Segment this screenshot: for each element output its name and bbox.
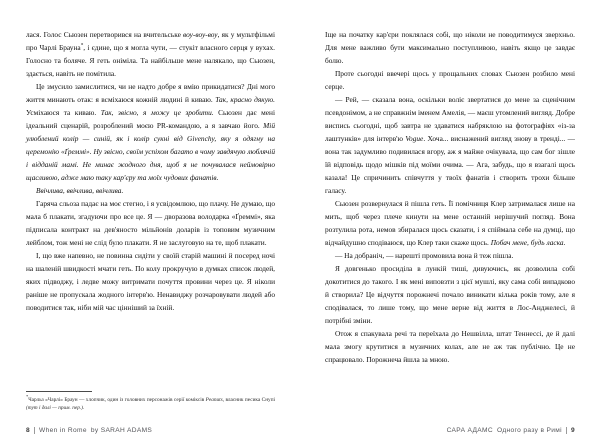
text-run-italic: Peanuts [205, 396, 223, 403]
text-run: Усміхаюся та киваю. [26, 108, 101, 117]
text-run: І, що вже напевно, не повинна сидіти у своїй старій машині й посеред ночі на шаленій швидкості мчати геть. По колу прокручую в думках список людей, яких підводжу, і ледве можу витримати почуття провини через це. Я ніколи раніше не пропускала жодного інтерв'ю. Ненавиджу розчаровувати людей або поводитися так, ніби мій час цінніший за їхній. [26, 251, 275, 312]
paragraph [325, 262, 575, 327]
text-run: Гаряча сльоза падає на моє стегно, і я усвідомлюю, що плачу. Не думаю, що мала б плакати, згадуючи про все це. Я — дворазова володарка «Ґреммі», яка підписала контракт на дев'яносто мільйонів доларів із топовим музичним лейблом, тож мені не слід було плакати. Я не заслуговую на те, щоб плакати. [26, 199, 275, 247]
text-run-italic: Мій улюблений колір — синій, як і колір сукні від Givenchy, яку я одягну на церемонію «Ґреммі». Ну звісно, своїм успіхом багато в чому завдячую люблячій і відданій мамі. Не минає жодного дня, щоб я не почувалася неймовірно щасливою, адже маю таку кар'єру та моїх чудових фанатів. [26, 121, 275, 182]
paragraph [325, 197, 575, 249]
text-run-italic: Ввічлива, ввічлива, ввічлива. [36, 186, 124, 195]
paragraph [26, 197, 275, 249]
text-run-italic: Так, звісно, я можу це зробити. [100, 108, 219, 117]
page-number-left: 8 [26, 427, 31, 434]
text-run: Сьюзен розвернулася й пішла геть. Її помічниця Клер затрималася лише на мить, щоб через плече кинути на мене останній нерішучий погляд. Вона розтулила рота, немов збиралася щось сказати, і я спіймала себе на думці, що відчайдушно сподіваюся, що Клер таки скаже щось. [325, 199, 575, 247]
text-run-italic: (тут і далі — прим. пер.) [26, 404, 83, 411]
footer-divider [566, 427, 567, 434]
paragraph [26, 80, 275, 184]
footer-divider [34, 427, 35, 434]
text-run: лася. Голос Сьюзен перетворився на вчительське [26, 30, 184, 39]
text-run: Сьюзен дає мені ідеальний сценарій, розроблений моєю PR-командою, а я завчаю його. [26, 108, 275, 130]
text-run: — На добраніч, — нарешті промовила вона й теж пішла. [335, 251, 514, 260]
text-run-italic: Так, красно дякую. [215, 95, 275, 104]
left-page-body [26, 28, 275, 314]
left-page-footer [26, 427, 152, 434]
text-run: . Хоча... виснажений вигляд знову в тренді... — вона так задумливо подивилася вгору, аж я майже очікувала, що сам бог зішле їй відповідь щодо мішків під моїми очима. — Ага, забудь, що я взагалі щось казала! Це спричинить співчуття у твоїх фанатів і створить трохи більше галасу. [325, 134, 575, 195]
book-author-footer: САРА АДАМС [446, 427, 494, 434]
text-run: , і єдине, що я могла чути, — стукіт власного серця у вухах. Голосно та боляче. Я геть оніміла. Та найбільше мене налякало, що Сьюзен, здається, навіть не помітила. [26, 43, 275, 78]
footnote-marker: * [26, 393, 29, 399]
right-page [300, 0, 600, 448]
text-run: Я довгенько просиділа в лункій тиші, дивуючись, як дозволила собі докотитися до такого. І як мені виповзти з цієї мушлі, яку сама собі випадково й створила? Це відчуття порожнечі почало виникати кілька років тому, але я сподівалася, то лише тому, що мене верне від життя в Лос-Анджелесі, й потрібні зміни. [325, 264, 575, 325]
paragraph [26, 184, 275, 197]
paragraph [325, 249, 575, 262]
footnote-block [26, 391, 275, 412]
right-page-body [325, 28, 575, 366]
page-number-right: 9 [570, 427, 575, 434]
text-run: . [82, 404, 85, 411]
text-run: Це змусило замислитися, чи не надто добре я вмію прикидатися? Дні мого життя минають отак: я всміхаюся кожній людині й киваю. [26, 82, 275, 104]
text-run: Чарльз «Чарлі» Браун — хлопчик, один із головних персонажів серії коміксів [28, 396, 206, 403]
paragraph [325, 327, 575, 366]
paragraph [26, 249, 275, 314]
paragraph [325, 93, 575, 197]
text-run: Отож я спакувала речі та переїхала до Нешвілла, штат Теннессі, де й далі мала змогу крутитися в музичних колах, але не аж так публічно. Це не спрацювало. Порожнеча йшла за мною. [325, 329, 575, 364]
text-run-italic: Побач мене, будь ласка. [490, 238, 566, 247]
right-page-footer [447, 427, 575, 434]
footnote-text [26, 393, 275, 412]
text-run: , власник песика Снупі [222, 396, 275, 403]
text-run: — Рей, — сказала вона, оскільки воліє звертатися до мене за сценічним псевдонімом, а не справжнім іменем Амелія, — маєш утомлений вигляд. Добре виспись сьогодні, щоб завтра не здаватися набряклою на фотографіях «із-за лаштунків» для інтерв'ю [325, 95, 575, 143]
footnote-reference-marker[interactable]: * [80, 42, 84, 49]
book-author-footer: by SARAH ADAMS [90, 427, 153, 434]
paragraph [325, 28, 575, 67]
book-title-footer: When in Rome [39, 427, 87, 434]
text-run-italic: воу-воу-воу [183, 30, 218, 39]
text-run: , як у мультфільмі про Чарлі Брауна [26, 30, 275, 52]
paragraph [325, 67, 575, 93]
book-title-footer: Одного разу в Римі [497, 427, 562, 434]
footnote-separator-rule [26, 391, 92, 392]
text-run: Іще на початку кар'єри поклялася собі, що ніколи не поводитимуся зверхньо. Для мене важливо бути максимально поступливою, навіть якщо це завдає болю. [325, 30, 575, 65]
text-run: Проте сьогодні ввечері щось у прощальних словах Сьюзен розбило мені серце. [325, 69, 575, 91]
text-run-italic: Vogue [405, 134, 424, 143]
paragraph [26, 28, 275, 80]
